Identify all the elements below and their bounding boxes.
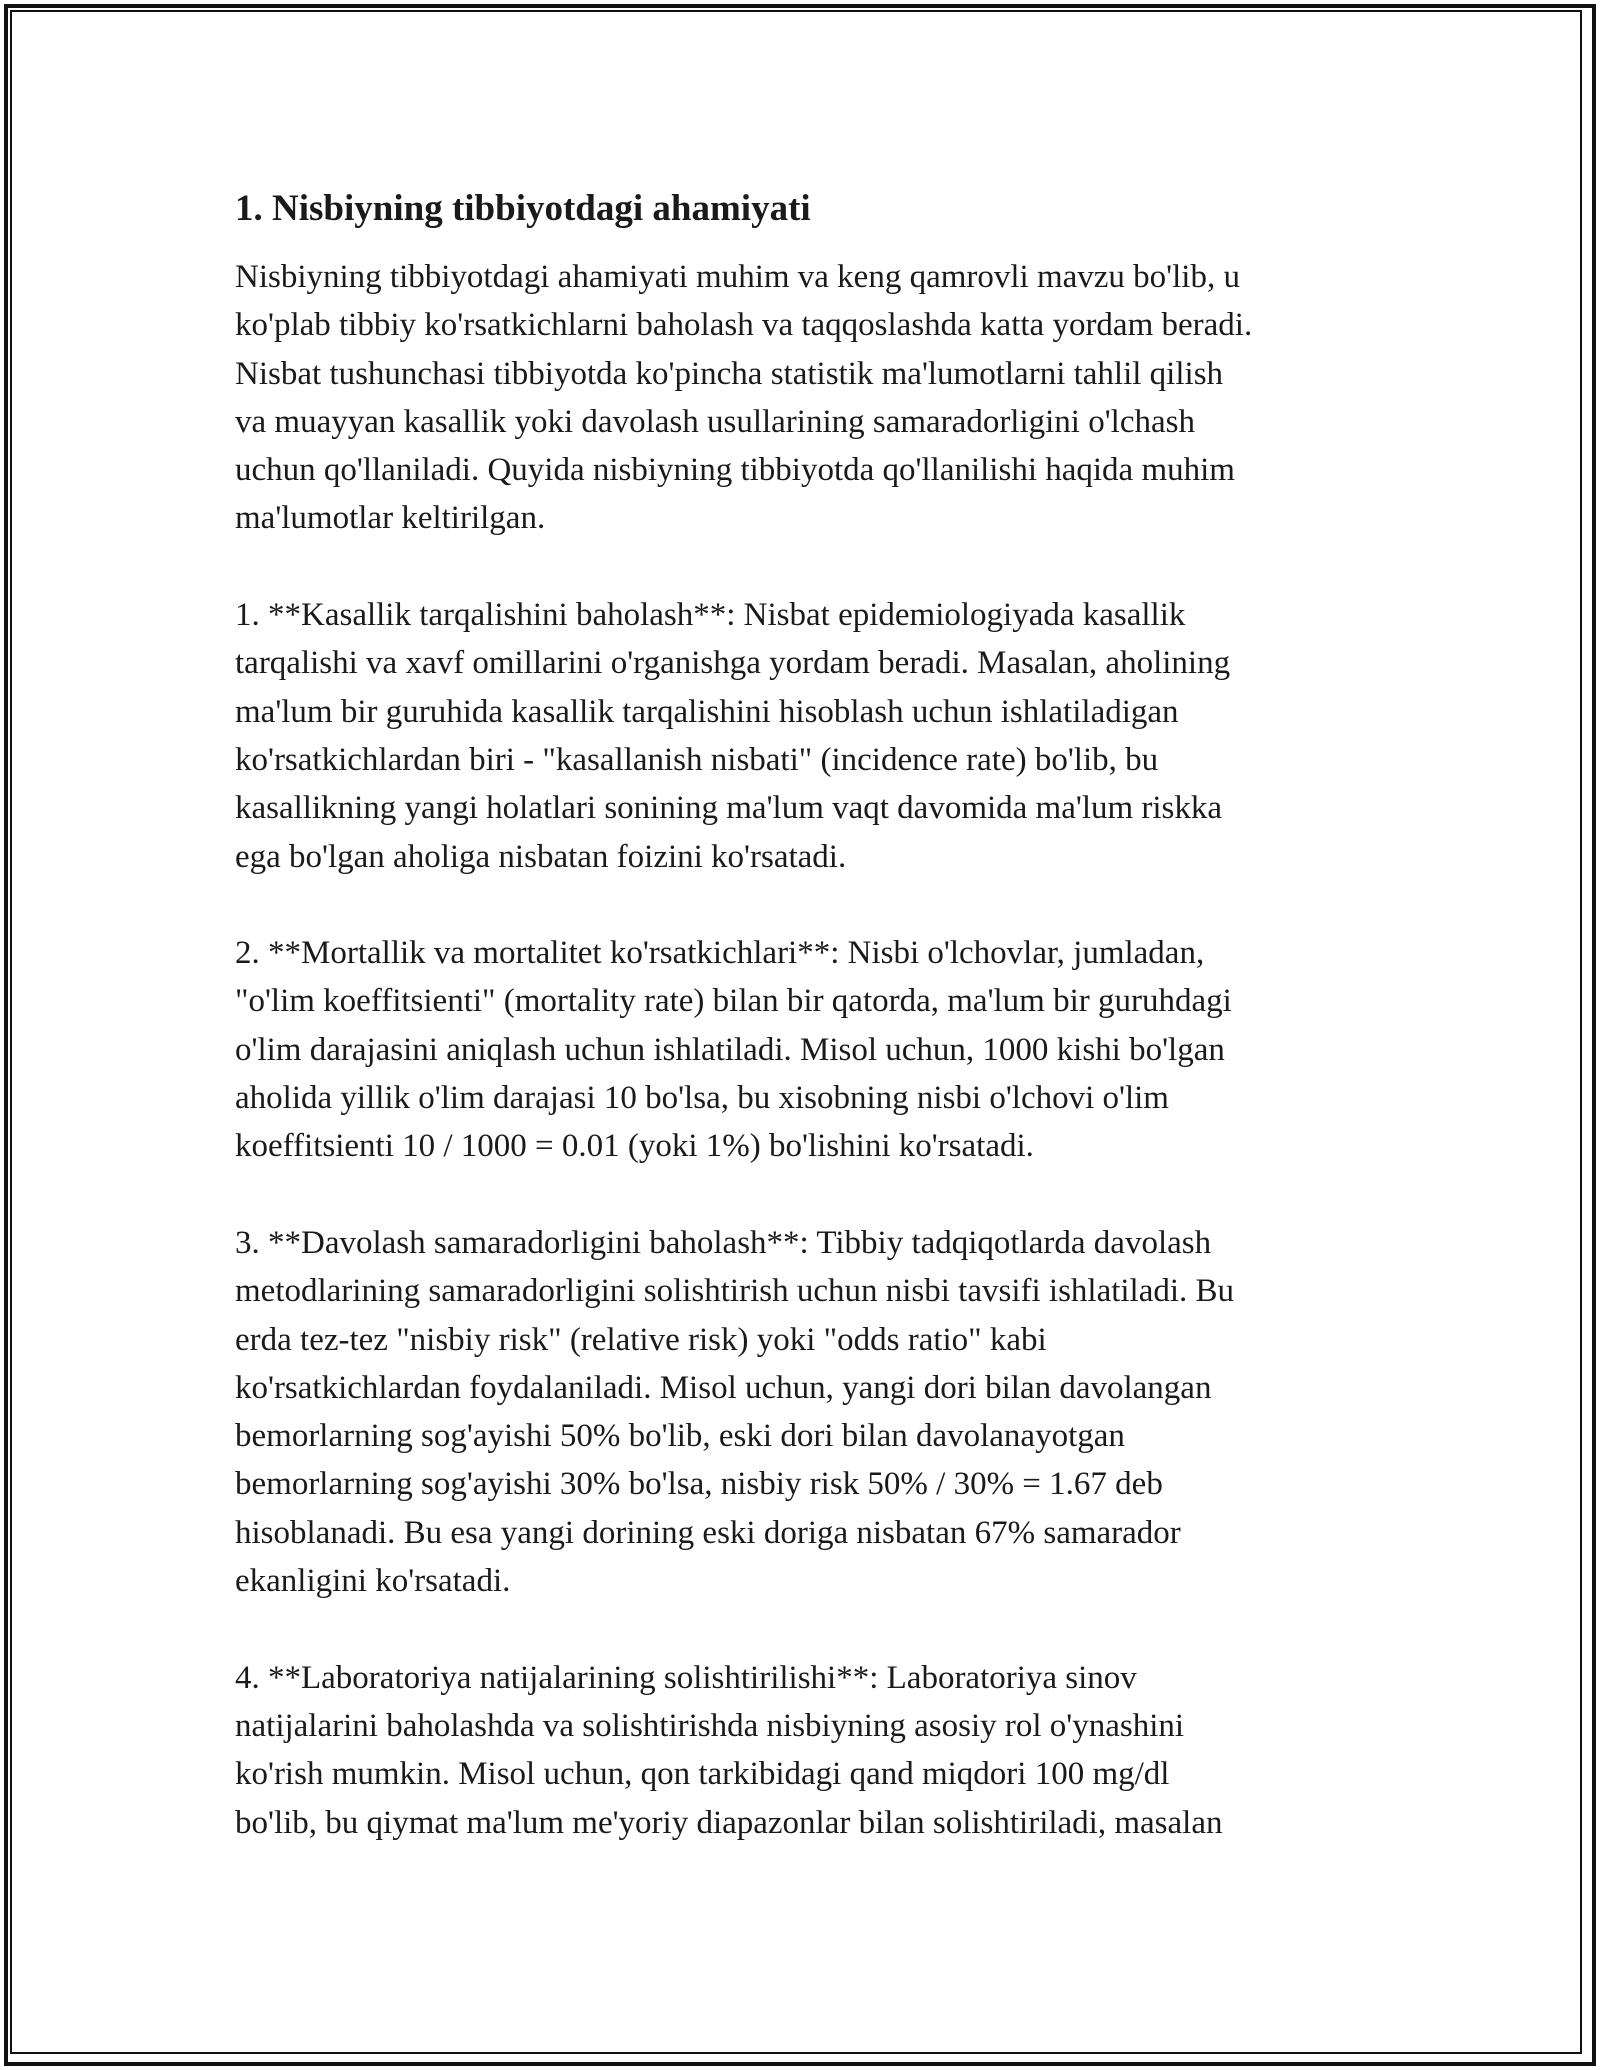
paragraph-item-1: [235, 591, 1375, 881]
text-line: ega bo'lgan aholiga nisbatan foizini ko'rsatadi.: [235, 838, 847, 875]
text-line: tarqalishi va xavf omillarini o'rganishga yordam beradi. Masalan, aholining: [235, 645, 1231, 682]
text-line: o'lim darajasini aniqlash uchun ishlatiladi. Misol uchun, 1000 kishi bo'lgan: [235, 1031, 1225, 1068]
text-line: 3. **Davolash samaradorligini baholash**: Tibbiy tadqiqotlarda davolash: [235, 1224, 1212, 1261]
section-heading: 1. Nisbiyning tibbiyotdagi ahamiyati: [235, 188, 811, 229]
text-line: uchun qo'llaniladi. Quyida nisbiyning tibbiyotda qo'llanilishi haqida muhim: [235, 452, 1235, 489]
text-line: va muayyan kasallik yoki davolash usullarining samaradorligini o'lchash: [235, 403, 1195, 440]
text-line: aholida yillik o'lim darajasi 10 bo'lsa, bu xisobning nisbi o'lchovi o'lim: [235, 1080, 1169, 1117]
text-line: Nisbiyning tibbiyotdagi ahamiyati muhim va keng qamrovli mavzu bo'lib, u: [235, 259, 1240, 295]
text-line: koeffitsienti 10 / 1000 = 0.01 (yoki 1%) bo'lishini ko'rsatadi.: [235, 1128, 1034, 1165]
document-body: [235, 185, 1375, 1895]
text-line: erda tez-tez "nisbiy risk" (relative risk) yoki "odds ratio" kabi: [235, 1321, 1047, 1358]
text-line: metodlarining samaradorligini solishtirish uchun nisbi tavsifi ishlatiladi. Bu: [235, 1273, 1235, 1310]
text-line: bemorlarning sog'ayishi 50% bo'lib, eski dori bilan davolanayotgan: [235, 1418, 1125, 1455]
text-line: 1. **Kasallik tarqalishini baholash**: Nisbat epidemiologiyada kasallik: [235, 597, 1186, 634]
text-line: natijalarini baholashda va solishtirishda nisbiyning asosiy rol o'ynashini: [235, 1707, 1185, 1744]
text-line: 4. **Laboratoriya natijalarining solishtirilishi**: Laboratoriya sinov: [235, 1659, 1137, 1696]
text-line: ko'rsatkichlardan biri - "kasallanish nisbati" (incidence rate) bo'lib, bu: [235, 741, 1159, 778]
text-line: ko'rsatkichlardan foydalaniladi. Misol uchun, yangi dori bilan davolangan: [235, 1369, 1212, 1406]
paragraph-item-4: [235, 1654, 1375, 1847]
text-line: ko'rish mumkin. Misol uchun, qon tarkibidagi qand miqdori 100 mg/dl: [235, 1756, 1170, 1793]
text-line: ekanligini ko'rsatadi.: [235, 1563, 511, 1600]
text-line: ma'lum bir guruhida kasallik tarqalishini hisoblash uchun ishlatiladigan: [235, 693, 1179, 730]
text-line: bo'lib, bu qiymat ma'lum me'yoriy diapazonlar bilan solishtiriladi, masalan: [235, 1804, 1223, 1841]
text-line: Nisbat tushunchasi tibbiyotda ko'pincha statistik ma'lumotlarni tahlil qilish: [235, 355, 1224, 392]
text-line: kasallikning yangi holatlari sonining ma'lum vaqt davomida ma'lum riskka: [235, 790, 1223, 827]
text-line: 2. **Mortallik va mortalitet ko'rsatkichlari**: Nisbi o'lchovlar, jumladan,: [235, 935, 1205, 972]
text-line: hisoblanadi. Bu esa yangi dorining eski doriga nisbatan 67% samarador: [235, 1514, 1181, 1551]
text-line: ko'plab tibbiy ko'rsatkichlarni baholash va taqqoslashda katta yordam beradi.: [235, 307, 1253, 344]
paragraph-item-2: [235, 929, 1375, 1170]
text-line: bemorlarning sog'ayishi 30% bo'lsa, nisbiy risk 50% / 30% = 1.67 deb: [235, 1466, 1163, 1503]
paragraph-intro: [235, 253, 1375, 543]
paragraph-item-3: [235, 1219, 1375, 1605]
text-line: ma'lumotlar keltirilgan.: [235, 500, 546, 537]
text-line: "o'lim koeffitsienti" (mortality rate) bilan bir qatorda, ma'lum bir guruhdagi: [235, 983, 1232, 1020]
